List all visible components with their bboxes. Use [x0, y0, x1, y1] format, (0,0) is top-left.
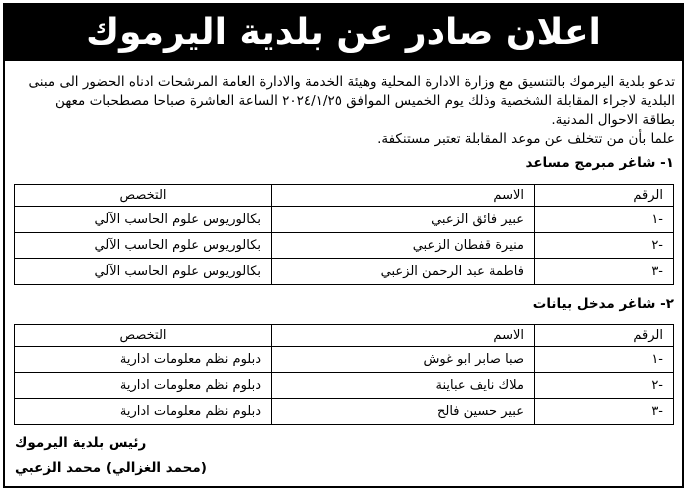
row-number: -٢ [535, 233, 674, 259]
intro-line: بطاقة الاحوال المدنية. [551, 112, 675, 128]
row-number: -٣ [535, 399, 674, 425]
announcement-frame [3, 3, 684, 488]
table-row [15, 347, 674, 373]
row-name: فاطمة عبد الرحمن الزعبي [272, 259, 535, 285]
section-title-assistant-programmer: ١- شاغر مبرمج مساعد [525, 155, 674, 171]
row-specialty: دبلوم نظم معلومات ادارية [15, 347, 272, 373]
row-name: ملاك نايف عباينة [272, 373, 535, 399]
row-number: -٢ [535, 373, 674, 399]
column-header-specialty: التخصص [15, 185, 272, 207]
row-specialty: بكالوريوس علوم الحاسب الآلي [15, 259, 272, 285]
column-header-number: الرقم [535, 185, 674, 207]
row-name: عبير حسين فالح [272, 399, 535, 425]
table-row [15, 233, 674, 259]
column-header-number: الرقم [535, 325, 674, 347]
signature-name: (محمد الغزالي) محمد الزعبي [15, 460, 207, 476]
table-header-row [15, 325, 674, 347]
intro-line: علما بأن من تتخلف عن موعد المقابلة تعتبر مستنكفة. [377, 131, 675, 147]
table-row [15, 259, 674, 285]
row-number: -٣ [535, 259, 674, 285]
row-specialty: دبلوم نظم معلومات ادارية [15, 399, 272, 425]
row-specialty: بكالوريوس علوم الحاسب الآلي [15, 207, 272, 233]
signature-title: رئيس بلدية اليرموك [15, 435, 147, 451]
candidates-table-data-entry [14, 324, 674, 425]
intro-line: البلدية لاجراء المقابلة الشخصية وذلك يوم الخميس الموافق ٢٠٢٤/١/٢٥ الساعة العاشرة صباحا مصطحبات معهن [55, 93, 675, 109]
row-name: صبا صابر ابو غوش [272, 347, 535, 373]
intro-line: تدعو بلدية اليرموك بالتنسيق مع وزارة الادارة المحلية وهيئة الخدمة والادارة العامة المرشحات ادناه الحضور الى مبنى [28, 74, 675, 90]
announcement-title: اعلان صادر عن بلدية اليرموك [5, 5, 682, 61]
row-name: منيرة قفطان الزعبي [272, 233, 535, 259]
table-row [15, 207, 674, 233]
table-row [15, 399, 674, 425]
candidates-table-programmer [14, 184, 674, 285]
table-header-row [15, 185, 674, 207]
row-specialty: بكالوريوس علوم الحاسب الآلي [15, 233, 272, 259]
column-header-specialty: التخصص [15, 325, 272, 347]
column-header-name: الاسم [272, 325, 535, 347]
row-number: -١ [535, 207, 674, 233]
row-name: عبير فائق الزعبي [272, 207, 535, 233]
column-header-name: الاسم [272, 185, 535, 207]
row-specialty: دبلوم نظم معلومات ادارية [15, 373, 272, 399]
row-number: -١ [535, 347, 674, 373]
table-row [15, 373, 674, 399]
section-title-data-entry: ٢- شاغر مدخل بيانات [532, 296, 674, 312]
intro-text [13, 73, 675, 149]
